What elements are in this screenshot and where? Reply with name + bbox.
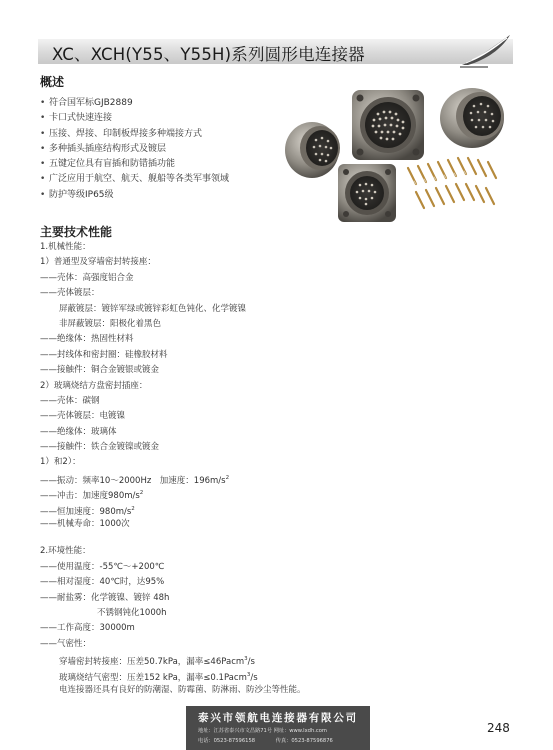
list-item: • 压接、焊接、印制板焊接多种端接方式 (40, 127, 229, 142)
accel-text: ——恒加速度：980m/s (40, 506, 132, 517)
protection-note: 电连接器还具有良好的防潮湿、防霉菌、防淋雨、防沙尘等性能。 (59, 684, 306, 695)
list-item: • 多种插头插座结构形式及镀层 (40, 142, 229, 157)
footer-tel: 电话：0523-87596158 传真：0523-87596876 (198, 738, 333, 744)
vibration-text: ——振动：频率10～2000Hz 加速度：196m/s (40, 475, 226, 486)
temp-spec: ——使用温度：-55℃～+200℃ (40, 561, 165, 572)
mech-title: 1.机械性能： (40, 242, 91, 252)
specs-body (40, 240, 306, 698)
p1-seal: ——封线体和密封圈：硅橡胶材料 (40, 349, 168, 360)
airtight-spec-1 (40, 652, 306, 667)
p2-plating: ——壳体镀层：电镀镍 (40, 411, 126, 422)
p1-title: 1）普通型及穿墙密封转接座： (40, 257, 156, 268)
p2-shell: ——壳体：碳钢 (40, 395, 100, 406)
list-item: • 广泛应用于航空、航天、舰船等各类军事领域 (40, 172, 229, 187)
specs-heading: 主要技术性能 (40, 225, 113, 239)
superscript: 3 (244, 656, 248, 663)
p1-shell: ——壳体：高强度铝合金 (40, 272, 134, 283)
list-item: • 符合国军标GJB2889 (40, 96, 229, 111)
airtight-title: ——气密性： (40, 638, 92, 649)
footer-banner (186, 706, 370, 750)
airtight-spec-2 (40, 668, 306, 683)
page-title: XC、XCH(Y55、Y55H)系列圆形电连接器 (52, 45, 365, 64)
accel-spec (40, 502, 306, 517)
superscript: 2 (131, 505, 135, 512)
salt-spec-2: 不锈钢钝化1000h (97, 607, 167, 618)
p2-contact: ——接触件：铁合金镀镍或镀金 (40, 442, 160, 453)
p1-shield: 屏蔽镀层：镀锌军绿或镀锌彩虹色钝化、化学镀镍 (59, 303, 247, 314)
list-item: • 防护等级IP65级 (40, 188, 229, 203)
airtight-unit-1: /s (247, 657, 255, 668)
superscript: 3 (246, 671, 251, 678)
overview-list (40, 96, 229, 203)
list-item: • 五键定位具有盲插和防错插功能 (40, 157, 229, 172)
airtight-text-2: 玻璃烧结气密型：压差152 kPa，漏率≤0.1Pacm (59, 672, 247, 683)
altitude-spec: ——工作高度：30000m (40, 623, 135, 634)
vibration-spec (40, 471, 306, 486)
superscript: 2 (225, 474, 230, 481)
shock-text: ——冲击：加速度980m/s (40, 491, 140, 502)
airtight-unit-2: /s (250, 672, 258, 683)
p1-contact: ——接触件：铜合金镀银或镀金 (40, 365, 160, 376)
life-spec: ——机械寿命：1000次 (40, 519, 130, 530)
p2-insulator: ——绝缘体：玻璃体 (40, 426, 117, 437)
p2-title: 2）玻璃烧结方盘密封插座： (40, 380, 148, 391)
overview-heading: 概述 (40, 75, 65, 89)
p1-insulator: ——绝缘体：热固性材料 (40, 334, 134, 345)
env-title: 2.环境性能： (40, 546, 91, 557)
airtight-text-1: 穿墙密封转接座：压差50.7kPa，漏率≤46Pacm (59, 657, 245, 668)
footer-company: 泰兴市领航电连接器有限公司 (198, 712, 358, 724)
shock-spec (40, 486, 306, 501)
both-title: 1）和2）： (40, 457, 81, 468)
humidity-spec: ——相对湿度：40℃时，达95% (40, 577, 165, 588)
salt-spec: ——耐盐雾：化学镀镍、镀锌 48h (40, 592, 170, 603)
p1-nonshield: 非屏蔽镀层：阳极化着黑色 (59, 318, 162, 329)
p1-plating: ——壳体镀层： (40, 288, 100, 299)
footer-address: 地址：江苏省泰兴市文昌路71号 网址：www.lxdh.com (198, 728, 327, 734)
page-number: 248 (487, 721, 510, 735)
superscript: 2 (139, 490, 144, 497)
list-item: • 卡口式快速连接 (40, 111, 229, 126)
connector-product-photo (276, 84, 516, 234)
company-logo-icon (458, 32, 514, 68)
